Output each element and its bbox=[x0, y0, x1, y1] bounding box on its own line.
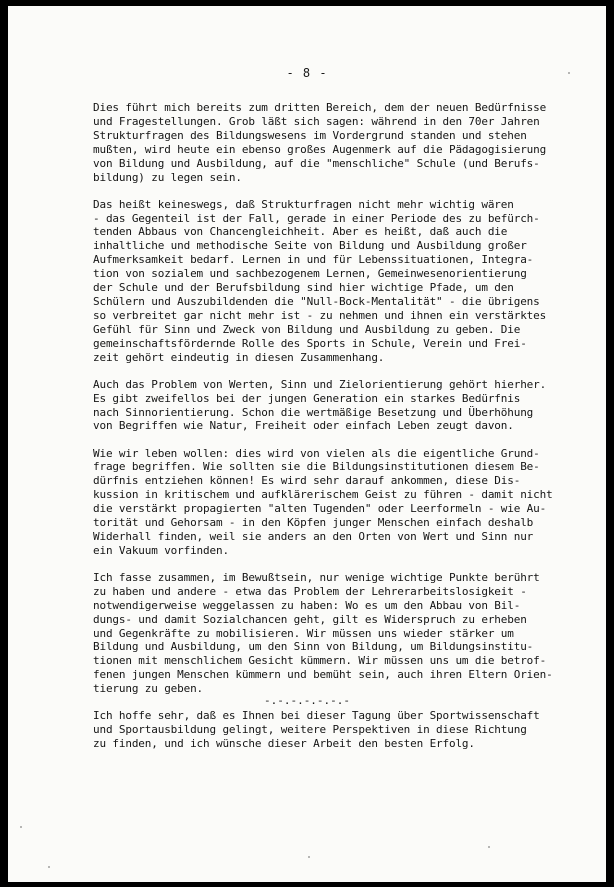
text-line: zeit gehört eindeutig in diesen Zusammenhang. bbox=[93, 350, 385, 364]
text-line: Dies führt mich bereits zum dritten Bereich, dem der neuen Bedürfnisse bbox=[93, 101, 547, 114]
text-line: dürfnis entziehen können! Es wird sehr darauf ankommen, diese Dis- bbox=[93, 474, 521, 488]
paragraph bbox=[93, 378, 578, 434]
text-line: Auch das Problem von Werten, Sinn und Zielorientierung gehört hierher. bbox=[93, 377, 547, 391]
text-line: Ich hoffe sehr, daß es Ihnen bei dieser Tagung über Sportwissenschaft bbox=[93, 709, 540, 723]
text-line: so verbreitet gar nicht mehr ist - zu nehmen und ihnen ein verstärktes bbox=[93, 308, 547, 322]
text-line: bildung) zu legen sein. bbox=[93, 170, 242, 184]
text-line: notwendigerweise weggelassen zu haben: Wo es um den Abbau von Bil- bbox=[93, 598, 521, 612]
text-line: und Fragestellungen. Grob läßt sich sagen: während in den 70er Jahren bbox=[93, 114, 540, 128]
scan-speck bbox=[308, 856, 310, 858]
scan-speck bbox=[568, 72, 570, 74]
scan-speck bbox=[20, 826, 22, 828]
text-line: tierung zu geben. bbox=[93, 682, 204, 696]
text-line: die verstärkt propagierten "alten Tugenden" oder Leerformeln - wie Au- bbox=[93, 502, 547, 516]
text-line: und Gegenkräfte zu mobilisieren. Wir müssen uns wieder stärker um bbox=[93, 626, 514, 640]
text-line: Widerhall finden, weil sie anders an den Orten von Wert und Sinn nur bbox=[93, 529, 534, 543]
text-line: zu haben und andere - etwa das Problem der Lehrerarbeitslosigkeit - bbox=[93, 584, 527, 598]
text-line: und Sportausbildung gelingt, weitere Perspektiven in diese Richtung bbox=[93, 723, 527, 737]
text-line: Bildung und Ausbildung, um den Sinn von Bildung, um Bildungsinstitu- bbox=[93, 640, 534, 654]
paragraph bbox=[93, 447, 578, 558]
page-number: - 8 - bbox=[286, 66, 328, 80]
text-line: zu finden, und ich wünsche dieser Arbeit den besten Erfolg. bbox=[93, 737, 475, 751]
text-line: tionen mit menschlichem Gesicht kümmern. Wir müssen uns um die betrof- bbox=[93, 654, 547, 668]
text-line: von Begriffen wie Natur, Freiheit oder einfach Leben zeugt davon. bbox=[93, 419, 514, 433]
text-line: Ich fasse zusammen, im Bewußtsein, nur wenige wichtige Punkte berührt bbox=[93, 570, 540, 584]
text-line: Es gibt zweifellos bei der jungen Generation ein starkes Bedürfnis bbox=[93, 391, 521, 405]
text-line: torität und Gehorsam - in den Köpfen junger Menschen einfach deshalb bbox=[93, 516, 534, 530]
text-line: ein Vakuum vorfinden. bbox=[93, 543, 229, 557]
text-line: kussion in kritischem und aufklärerischem Geist zu führen - damit nicht bbox=[93, 488, 553, 502]
document-page bbox=[8, 6, 606, 882]
text-line: fenen jungen Menschen kümmern und bemüht sein, auch ihren Eltern Orien- bbox=[93, 668, 553, 682]
end-of-text-mark: -.-.-.-.-.-.- bbox=[263, 694, 351, 707]
paragraph bbox=[93, 198, 578, 365]
text-line: tion von sozialem und sachbezogenem Lernen, Gemeinwesenorientierung bbox=[93, 267, 527, 281]
paragraph bbox=[93, 709, 578, 751]
scan-speck bbox=[488, 846, 490, 848]
text-line: Strukturfragen des Bildungswesens im Vordergrund standen und stehen bbox=[93, 128, 527, 142]
text-line: der Schule und der Berufsbildung sind hier wichtige Pfade, um den bbox=[93, 281, 514, 295]
scan-speck bbox=[48, 866, 50, 868]
text-line: mußten, wird heute ein ebenso großes Augenmerk auf die Pädagogisierung bbox=[93, 142, 547, 156]
paragraph bbox=[93, 101, 578, 184]
paragraph bbox=[93, 571, 578, 696]
text-line: nach Sinnorientierung. Schon die wertmäßige Besetzung und Überhöhung bbox=[93, 405, 534, 419]
text-line: frage begriffen. Wie sollten sie die Bildungsinstitutionen diesem Be- bbox=[93, 460, 540, 474]
text-line: tenden Abbaus von Chancengleichheit. Aber es heißt, daß auch die bbox=[93, 225, 508, 239]
text-line: Schülern und Auszubildenden die "Null-Bock-Mentalität" - die übrigens bbox=[93, 294, 540, 308]
text-line: - das Gegenteil ist der Fall, gerade in einer Periode des zu befürch- bbox=[93, 211, 540, 225]
text-line: Aufmerksamkeit bedarf. Lernen in und für Lebenssituationen, Integra- bbox=[93, 253, 534, 267]
text-line: Das heißt keineswegs, daß Strukturfragen nicht mehr wichtig wären bbox=[93, 197, 514, 211]
text-line: Gefühl für Sinn und Zweck von Bildung und Ausbildung zu geben. Die bbox=[93, 322, 521, 336]
text-line: dungs- und damit Sozialchancen geht, gilt es Widerspruch zu erheben bbox=[93, 612, 527, 626]
text-line: von Bildung und Ausbildung, auf die "menschliche" Schule (und Berufs- bbox=[93, 156, 540, 170]
document-body bbox=[93, 101, 578, 764]
text-line: inhaltliche und methodische Seite von Bildung und Ausbildung großer bbox=[93, 239, 527, 253]
text-line: Wie wir leben wollen: dies wird von vielen als die eigentliche Grund- bbox=[93, 446, 540, 460]
text-line: gemeinschaftsfördernde Rolle des Sports in Schule, Verein und Frei- bbox=[93, 336, 527, 350]
